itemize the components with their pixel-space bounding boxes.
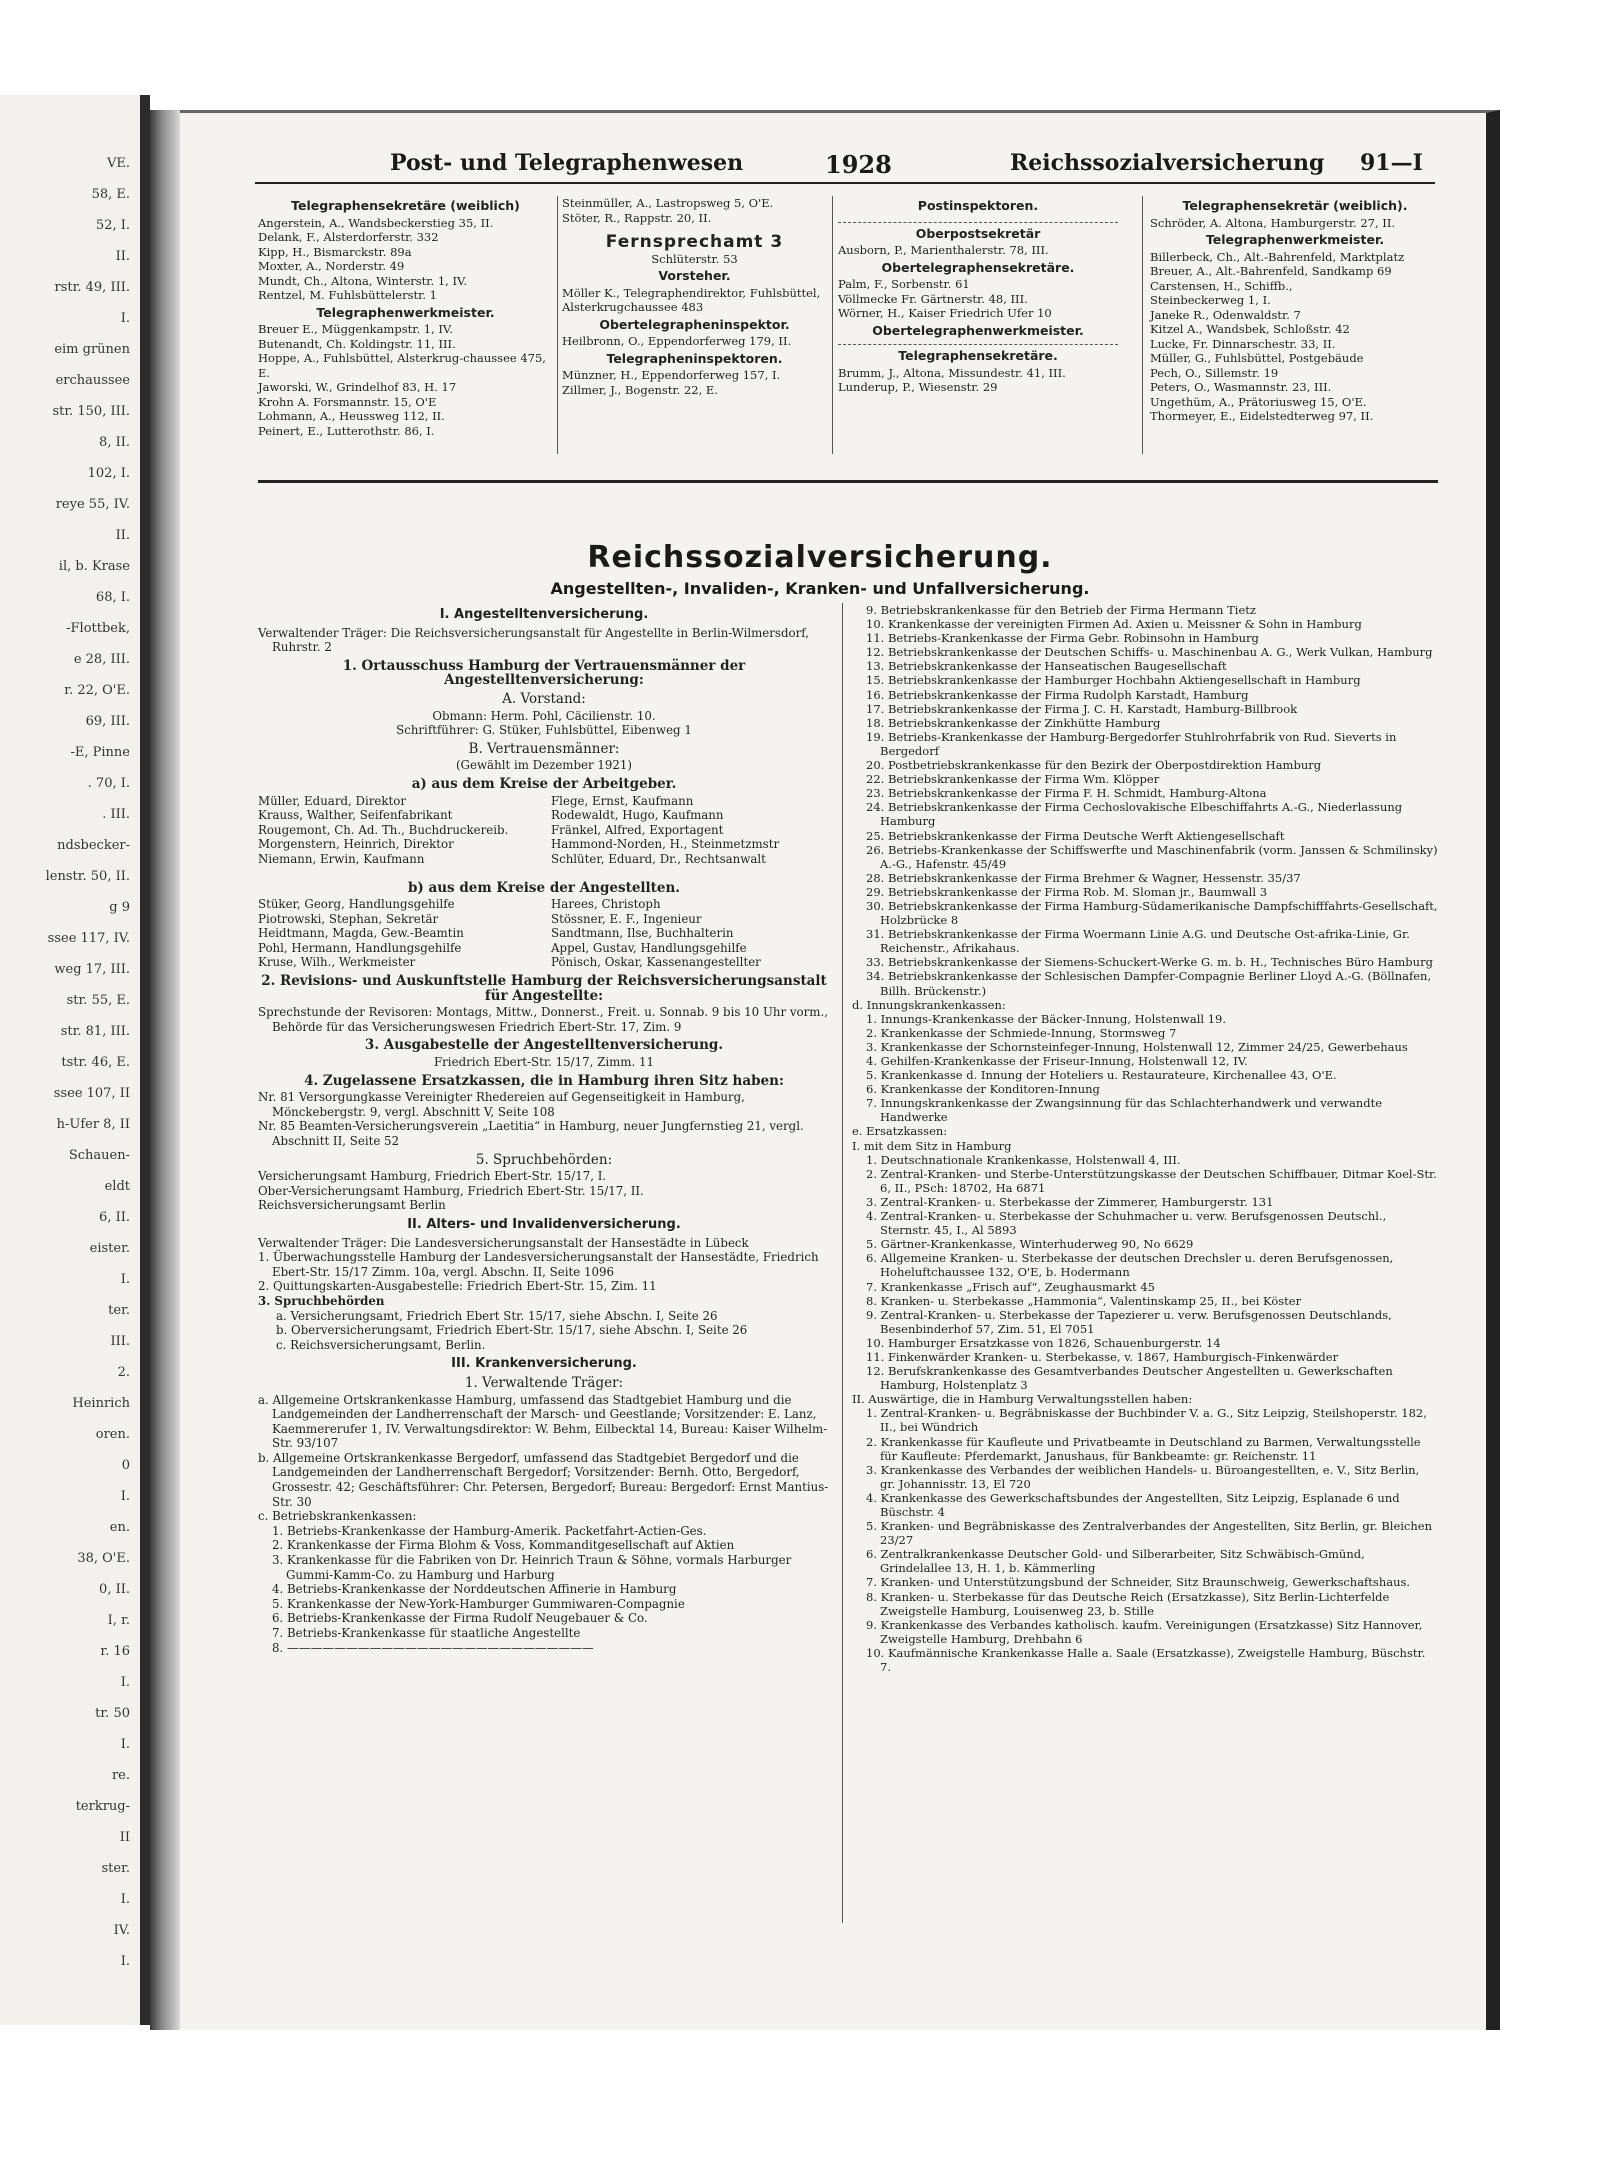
margin-fragment: I.	[120, 1272, 130, 1287]
list-item: 33. Betriebskrankenkasse der Siemens-Schuckert-Werke G. m. b. H., Technisches Büro Hamburg	[866, 955, 1433, 970]
paragraph: b. Allgemeine Ortskrankenkasse Bergedorf, umfassend das Stadtgebiet Bergedorf und die Landgemeinden der Landherrenschaft Bergedorf; Vorsitzender: Bernh. Otto, Bergedorf, Grossestr. 42; Geschäftsführer: Chr. Petersen, Bergedorf; Bureau: Bergedorf: Ernst Mantius-Str. 30	[258, 1450, 829, 1509]
entry-list	[551, 897, 830, 970]
paragraph: 1. Überwachungsstelle Hamburg der Landesversicherungsanstalt der Hansestädte, Friedrich Ebert-Str. 15/17 Zimm. 10a, vergl. Abschn. II, Seite 1096	[258, 1250, 819, 1279]
list-item: a. Versicherungsamt, Friedrich Ebert Str. 15/17, siehe Abschn. I, Seite 26	[276, 1308, 718, 1323]
list-item: 25. Betriebskrankenkasse der Firma Deutsche Werft Aktiengesellschaft	[866, 828, 1285, 843]
heading: Vorsteher.	[658, 268, 731, 283]
subheading: d. Innungskrankenkassen:	[852, 997, 1006, 1012]
margin-fragment: oren.	[95, 1427, 130, 1442]
list-item: 26. Betriebs-Krankenkasse der Schiffswerfte und Maschinenfabrik (vorm. Janssen & Schmilinsky) A.-G., Hafenstr. 45/49	[866, 842, 1438, 871]
entry-list	[258, 1524, 830, 1655]
lower-left-column	[258, 603, 830, 1655]
column-divider	[1142, 196, 1143, 454]
section-heading: I. Angestelltenversicherung.	[439, 607, 649, 622]
list-item: Piotrowski, Stephan, Sekretär	[258, 911, 439, 926]
list-item: 1. Deutschnationale Krankenkasse, Holstenwall 4, III.	[866, 1152, 1181, 1167]
line: (Gewählt im Dezember 1921)	[455, 758, 633, 773]
list-item: 5. Kranken- und Begräbniskasse des Zentralverbandes der Angestellten, Sitz Berlin, gr. Bleichen 23/27	[866, 1519, 1432, 1548]
list-item: Hammond-Norden, H., Steinmetzmstr	[551, 837, 780, 852]
list-item: 7. Kranken- und Unterstützungsbund der Schneider, Sitz Braunschweig, Gewerkschaftshaus.	[866, 1575, 1411, 1590]
paragraph: a. Allgemeine Ortskrankenkasse Hamburg, umfassend das Stadtgebiet Hamburg und die Landgemeinden der Landherrenschaft der Marsch- und Geestlande; Vorsitzender: E. Lanz, Kaemmererufer 1, IV. Verwaltungsdirektor: W. Behm, Eilbecktal 14, Bureau: Kaiser Wilhelm-Str. 93/107	[258, 1392, 828, 1451]
list-item: Müller, G., Fuhlsbüttel, Postgebäude	[1150, 351, 1364, 365]
margin-fragment: Heinrich	[72, 1396, 130, 1411]
list-item: 4. Gehilfen-Krankenkasse der Friseur-Innung, Holstenwall 12, IV.	[866, 1054, 1248, 1068]
book-fold	[150, 110, 180, 2030]
margin-fragment: lenstr. 50, II.	[45, 869, 130, 884]
list-item: Ungethüm, A., Prätoriusweg 15, O'E.	[1150, 394, 1367, 409]
list-item: 16. Betriebskrankenkasse der Firma Rudolph Karstadt, Hamburg	[866, 687, 1249, 702]
list-item: Stöter, R., Rappstr. 20, II.	[562, 210, 712, 225]
list-item: Angerstein, A., Wandsbeckerstieg 35, II.	[258, 215, 494, 230]
paragraph: Nr. 81 Versorgungkasse Vereinigter Rhedereien auf Gegenseitigkeit in Hamburg, Mönckebergstr. 9, vergl. Abschnitt V, Seite 108	[258, 1090, 745, 1119]
list-item: 15. Betriebskrankenkasse der Hamburger Hochbahn Aktiengesellschaft in Hamburg	[866, 673, 1361, 688]
margin-fragment: . 70, I.	[87, 776, 130, 791]
entry-list	[258, 897, 537, 970]
list-item: Heidtmann, Magda, Gew.-Beamtin	[258, 926, 464, 941]
margin-fragment: re.	[111, 1768, 130, 1783]
entry-list	[852, 603, 1438, 998]
margin-fragment: eim grünen	[54, 342, 130, 357]
top-column-2	[562, 196, 827, 397]
subheading: A. Vorstand:	[502, 690, 586, 707]
margin-fragment: h-Ufer 8, II	[56, 1117, 130, 1132]
list-item: 6. Betriebs-Krankenkasse der Firma Rudolf Neugebauer & Co.	[272, 1611, 648, 1626]
header-year: 1928	[825, 150, 892, 179]
entry-list	[258, 216, 553, 303]
entry-list	[562, 368, 827, 397]
paragraph: Sprechstunde der Revisoren: Montags, Mittw., Donnerst., Freit. u. Sonnab. 9 bis 10 Uhr vorm., Behörde für das Versicherungswesen Friedrich Ebert-Str. 17, Zim. 9	[258, 1005, 828, 1034]
list-item: Jaworski, W., Grindelhof 83, H. 17	[258, 380, 457, 394]
paragraph: Verwaltender Träger: Die Landesversicherungsanstalt der Hansestädte in Lübeck	[258, 1235, 749, 1250]
margin-fragment: 6, II.	[99, 1210, 130, 1225]
list-item: 20. Postbetriebskrankenkasse für den Bezirk der Oberpostdirektion Hamburg	[866, 758, 1322, 773]
list-item: 3. Krankenkasse des Verbandes der weiblichen Handels- u. Büroangestellten, e. V., Sitz Berlin, gr. Johannisstr. 13, El 720	[866, 1462, 1420, 1491]
list-item: 31. Betriebskrankenkasse der Firma Woermann Linie A.G. und Deutsche Ost-afrika-Linie, Gr. Reichenstr., Afrikahaus.	[866, 927, 1410, 956]
list-item: 5. Krankenkasse der New-York-Hamburger Gummiwaren-Compagnie	[272, 1596, 685, 1611]
margin-fragment: 68, I.	[95, 590, 130, 605]
list-item: Appel, Gustav, Handlungsgehilfe	[551, 940, 747, 955]
margin-fragment: weg 17, III.	[54, 962, 130, 977]
list-item: Breuer, A., Alt.-Bahrenfeld, Sandkamp 69	[1150, 264, 1392, 278]
list-item: Hoppe, A., Fuhlsbüttel, Alsterkrug-chaussee 475, E.	[258, 351, 546, 380]
subheading: 1. Verwaltende Träger:	[464, 1374, 624, 1391]
heading-fernsprechamt: Fernsprechamt 3	[605, 232, 784, 252]
list-item: 4. Betriebs-Krankenkasse der Norddeutschen Affinerie in Hamburg	[272, 1582, 677, 1597]
two-column-list	[258, 794, 830, 867]
margin-fragment: Schauen-	[68, 1148, 130, 1163]
section-rule	[258, 480, 1438, 483]
list-item: 1. Zentral-Kranken- u. Begräbniskasse der Buchbinder V. a. G., Sitz Leipzig, Steilshoperstr. 182, II., bei Wündrich	[866, 1406, 1427, 1435]
list-item: Breuer E., Müggenkampstr. 1, IV.	[258, 322, 453, 336]
paragraph: 3. Spruchbehörden	[258, 1293, 385, 1308]
list-item: 6. Zentralkrankenkasse Deutscher Gold- und Silberarbeiter, Sitz Schwäbisch-Gmünd, Grindelallee 13, H. 1, b. Kämmerling	[866, 1547, 1365, 1576]
list-item: 24. Betriebskrankenkasse der Firma Cechoslovakische Elbeschiffahrts A.-G., Niederlassung Hamburg	[866, 800, 1403, 829]
entry-list	[258, 1309, 830, 1353]
list-item: Pönisch, Oskar, Kassenangestellter	[551, 955, 761, 970]
margin-fragment: . III.	[102, 807, 130, 822]
section-heading: III. Krankenversicherung.	[451, 1356, 637, 1372]
list-item: Moxter, A., Norderstr. 49	[258, 259, 405, 273]
subheading: a) aus dem Kreise der Arbeitgeber.	[411, 775, 677, 792]
list-item: 10. Krankenkasse der vereinigten Firmen Ad. Axien u. Meissner & Sohn in Hamburg	[866, 617, 1362, 632]
margin-fragment: I.	[120, 1737, 130, 1752]
list-item: 1. Innungs-Krankenkasse der Bäcker-Innung, Holstenwall 19.	[866, 1011, 1226, 1026]
margin-fragment: I.	[120, 311, 130, 326]
list-item: Steinbeckerweg 1, I.	[1150, 293, 1271, 307]
list-item: Versicherungsamt Hamburg, Friedrich Ebert-Str. 15/17, I.	[258, 1169, 607, 1184]
list-item: Lucke, Fr. Dinnarschestr. 33, II.	[1150, 336, 1336, 351]
margin-fragment: reye 55, IV.	[55, 497, 130, 512]
address: Schlüterstr. 53	[651, 251, 738, 266]
margin-fragment: I.	[120, 1954, 130, 1969]
list-item: Kipp, H., Bismarckstr. 89a	[258, 244, 412, 259]
main-title: Reichssozialversicherung.	[587, 540, 1053, 575]
page-header	[210, 150, 1450, 190]
list-item: 30. Betriebskrankenkasse der Firma Hamburg-Südamerikanische Dampfschifffahrts-Gesellschaft, Holzbrücke 8	[866, 898, 1438, 928]
list-item: 10. Kaufmännische Krankenkasse Halle a. Saale (Ersatzkasse), Zweigstelle Hamburg, Büschstr. 7.	[866, 1645, 1426, 1675]
list-item: 17. Betriebskrankenkasse der Firma J. C. H. Karstadt, Hamburg-Billbrook	[866, 701, 1298, 716]
entry-list	[562, 196, 827, 225]
margin-fragment: str. 55, E.	[66, 993, 130, 1008]
list-item: Rentzel, M. Fuhlsbüttelerstr. 1	[258, 288, 437, 302]
dashed-rule	[838, 222, 1118, 223]
margin-fragment: g 9	[109, 900, 130, 915]
column-divider	[557, 196, 558, 454]
list-item: 7. Betriebs-Krankenkasse für staatliche Angestellte	[272, 1626, 581, 1640]
heading: Telegraphensekretäre (weiblich)	[291, 198, 520, 213]
list-item: Brumm, J., Altona, Missundestr. 41, III.	[838, 365, 1066, 380]
paragraph: Verwaltender Träger: Die Reichsversicherungsanstalt für Angestellte in Berlin-Wilmersdorf, Ruhrstr. 2	[258, 625, 809, 655]
list-item: 5. Krankenkasse d. Innung der Hoteliers u. Restaurateure, Kirchenallee 43, O'E.	[866, 1068, 1337, 1083]
entry-list	[258, 1169, 830, 1213]
list-item: Morgenstern, Heinrich, Direktor	[258, 837, 454, 852]
list-item: 11. Finkenwärder Kranken- u. Sterbekasse, v. 1867, Hamburgisch-Finkenwärder	[866, 1349, 1339, 1364]
list-item: 34. Betriebskrankenkasse der Schlesischen Dampfer-Compagnie Berliner Lloyd A.-G. (Böllnafen, Billh. Brückenstr.)	[866, 969, 1432, 998]
paragraph: Nr. 85 Beamten-Versicherungsverein „Laetitia“ in Hamburg, neuer Jungfernstieg 21, vergl. Abschnitt II, Seite 52	[258, 1119, 804, 1148]
list-item: Palm, F., Sorbenstr. 61	[838, 277, 970, 291]
margin-fragment: II.	[115, 528, 130, 543]
two-column-list	[258, 897, 830, 970]
entry-list	[838, 366, 1118, 395]
left-page-fragment	[0, 95, 150, 2025]
margin-fragment: str. 81, III.	[60, 1024, 130, 1039]
list-item: 8. Kranken- u. Sterbekasse für das Deutsche Reich (Ersatzkasse), Sitz Berlin-Lichterfelde Zweigstelle Hamburg, Louisenweg 23, b. Stille	[866, 1589, 1390, 1618]
margin-fragment: 0	[121, 1458, 130, 1473]
header-page-number: 91—I	[1360, 150, 1423, 176]
subheading: 4. Zugelassene Ersatzkassen, die in Hamburg ihren Sitz haben:	[304, 1072, 784, 1089]
margin-fragment: en.	[109, 1520, 130, 1535]
entry-list	[562, 286, 827, 315]
top-column-4	[1150, 196, 1440, 424]
margin-fragment: r. 16	[100, 1644, 130, 1659]
list-item: Krohn A. Forsmannstr. 15, O'E	[258, 394, 437, 409]
list-item: 23. Betriebskrankenkasse der Firma F. H. Schmidt, Hamburg-Altona	[866, 786, 1267, 801]
list-item: Peinert, E., Lutterothstr. 86, I.	[258, 423, 435, 438]
list-item: b. Oberversicherungsamt, Friedrich Ebert-Str. 15/17, siehe Abschn. I, Seite 26	[276, 1323, 748, 1338]
line: Friedrich Ebert-Str. 15/17, Zimm. 11	[433, 1055, 655, 1070]
margin-fragment: I.	[120, 1892, 130, 1907]
margin-fragment: VE.	[106, 156, 130, 171]
list-item: Niemann, Erwin, Kaufmann	[258, 851, 425, 866]
list-item: Wörner, H., Kaiser Friedrich Ufer 10	[838, 306, 1052, 320]
list-item: 6. Krankenkasse der Konditoren-Innung	[866, 1082, 1100, 1097]
margin-fragment: 52, I.	[95, 218, 130, 233]
entry-list	[562, 334, 827, 349]
column-divider	[832, 196, 833, 454]
list-item: Stüker, Georg, Handlungsgehilfe	[258, 897, 455, 912]
list-item: 18. Betriebskrankenkasse der Zinkhütte Hamburg	[866, 715, 1161, 730]
entry-list	[1150, 216, 1440, 231]
list-item: 7. Innungskrankenkasse der Zwangsinnung für das Schlachterhandwerk und verwandte Handwerke	[866, 1096, 1383, 1125]
margin-fragment: erchaussee	[55, 373, 130, 388]
list-item: 9. Betriebskrankenkasse für den Betrieb der Firma Hermann Tietz	[866, 603, 1256, 617]
margin-fragment: 102, I.	[87, 466, 130, 481]
list-item: 3. Zentral-Kranken- u. Sterbekasse der Zimmerer, Hamburgerstr. 131	[866, 1194, 1274, 1209]
paragraph: c. Betriebskrankenkassen:	[258, 1509, 417, 1524]
list-item: 7. Krankenkasse „Frisch auf“, Zeughausmarkt 45	[866, 1279, 1155, 1294]
list-item: Zillmer, J., Bogenstr. 22, E.	[562, 382, 718, 397]
heading: Telegraphenwerkmeister.	[316, 304, 495, 320]
section-title	[400, 540, 1240, 598]
list-item: Pohl, Hermann, Handlungsgehilfe	[258, 940, 462, 955]
list-item: Butenandt, Ch. Koldingstr. 11, III.	[258, 336, 456, 351]
header-center: Reichssozialversicherung	[1010, 150, 1325, 176]
margin-fragment: eister.	[89, 1241, 130, 1256]
margin-fragment: terkrug-	[75, 1799, 130, 1814]
heading: Obertelegrapheninspektor.	[599, 316, 790, 332]
margin-fragment: rstr. 49, III.	[54, 280, 130, 295]
margin-fragment: ter.	[108, 1303, 130, 1318]
paragraph: 2. Quittungskarten-Ausgabestelle: Friedrich Ebert-Str. 15, Zim. 11	[258, 1279, 657, 1294]
subheading: 1. Ortausschuss Hamburg der Vertrauensmänner der Angestelltenversicherung:	[342, 657, 746, 689]
heading: Telegraphenwerkmeister.	[1205, 232, 1385, 247]
margin-fragment: 69, III.	[85, 714, 130, 729]
margin-fragment: II	[119, 1830, 130, 1845]
list-item: Billerbeck, Ch., Alt.-Bahrenfeld, Marktplatz	[1150, 249, 1405, 264]
section-heading: II. Alters- und Invalidenversicherung.	[407, 1216, 681, 1232]
margin-fragment: ndsbecker-	[57, 838, 130, 853]
list-item: 4. Krankenkasse des Gewerkschaftsbundes der Angestellten, Sitz Leipzig, Esplanade 6 und Büschstr. 4	[866, 1490, 1400, 1519]
list-item: 8. ——————————————————————————	[272, 1640, 594, 1655]
list-item: Lohmann, A., Heussweg 112, II.	[258, 409, 445, 423]
list-item: Schlüter, Eduard, Dr., Rechtsanwalt	[551, 851, 766, 866]
subheading: 3. Ausgabestelle der Angestelltenversicherung.	[364, 1037, 724, 1054]
subheading: II. Auswärtige, die in Hamburg Verwaltungsstellen haben:	[852, 1392, 1193, 1407]
dashed-rule	[838, 344, 1118, 345]
list-item: 3. Krankenkasse für die Fabriken von Dr. Heinrich Traun & Söhne, vormals Harburger Gummi-Kamm-Co. zu Hamburg und Harburg	[272, 1553, 792, 1582]
margin-fragment: I.	[120, 1489, 130, 1504]
list-item: 8. Kranken- u. Sterbekasse „Hammonia“, Valentinskamp 25, II., bei Köster	[866, 1293, 1302, 1308]
heading: Telegrapheninspektoren.	[606, 350, 783, 366]
heading: Postinspektoren.	[917, 198, 1039, 213]
subheading: I. mit dem Sitz in Hamburg	[852, 1138, 1012, 1153]
list-item: c. Reichsversicherungsamt, Berlin.	[276, 1337, 486, 1352]
line: Schriftführer: G. Stüker, Fuhlsbüttel, Eibenweg 1	[396, 723, 692, 738]
subheading: 2. Revisions- und Auskunftstelle Hamburg der Reichsversicherungsanstalt für Angestellte:	[261, 973, 827, 1004]
list-item: Carstensen, H., Schiffb.,	[1150, 278, 1293, 293]
margin-fragment: e 28, III.	[73, 652, 130, 667]
list-item: Münzner, H., Eppendorferweg 157, I.	[562, 368, 781, 382]
list-item: Krauss, Walther, Seifenfabrikant	[258, 808, 453, 823]
entry-list	[852, 1012, 1438, 1125]
margin-fragment: ster.	[101, 1861, 130, 1876]
entry-list	[852, 1153, 1438, 1393]
list-item: 13. Betriebskrankenkasse der Hanseatischen Baugesellschaft	[866, 659, 1227, 674]
entry-list	[1150, 250, 1440, 424]
entry-list	[838, 277, 1118, 321]
list-item: 5. Gärtner-Krankenkasse, Winterhuderweg 90, No 6629	[866, 1237, 1194, 1252]
margin-fragment: 0, II.	[99, 1582, 130, 1597]
margin-fragment: ssee 107, II	[53, 1086, 130, 1101]
list-item: Pech, O., Sillemstr. 19	[1150, 365, 1279, 380]
margin-fragment: tstr. 46, E.	[61, 1055, 130, 1070]
list-item: 22. Betriebskrankenkasse der Firma Wm. Klöpper	[866, 772, 1160, 787]
list-item: Reichsversicherungsamt Berlin	[258, 1198, 446, 1213]
entry-list	[838, 243, 1118, 258]
line: Obmann: Herm. Pohl, Cäcilienstr. 10.	[432, 708, 656, 723]
left-margin-text	[0, 155, 130, 1984]
list-item: 2. Krankenkasse der Schmiede-Innung, Stormsweg 7	[866, 1025, 1177, 1040]
entry-list	[258, 794, 537, 867]
list-item: 3. Krankenkasse der Schornsteinfeger-Innung, Holstenwall 12, Zimmer 24/25, Gewerbehaus	[866, 1039, 1408, 1054]
subheading: B. Vertrauensmänner:	[468, 740, 620, 757]
list-item: Steinmüller, A., Lastropsweg 5, O'E.	[562, 196, 774, 210]
margin-fragment: -E, Pinne	[70, 745, 130, 760]
list-item: Rodewaldt, Hugo, Kaufmann	[551, 808, 724, 823]
margin-fragment: str. 150, III.	[52, 404, 130, 419]
margin-fragment: 58, E.	[91, 187, 130, 202]
heading: Telegraphensekretäre.	[898, 348, 1058, 363]
heading: Telegraphensekretär (weiblich).	[1182, 198, 1408, 213]
margin-fragment: I, r.	[107, 1613, 130, 1628]
list-item: 9. Krankenkasse des Verbandes katholisch. kaufm. Vereinigungen (Ersatzkasse) Sitz Hannover, Zweigstelle Hamburg, Drehbahn 6	[866, 1617, 1423, 1646]
list-item: 2. Krankenkasse für Kaufleute und Privatbeamte in Deutschland zu Barmen, Verwaltungsstelle für Kaufleute: Pferdemarkt, Janushaus, für Bankbeamte: gr. Reichenstr. 11	[866, 1434, 1421, 1463]
margin-fragment: il, b. Krase	[58, 559, 130, 574]
list-item: 1. Betriebs-Krankenkasse der Hamburg-Amerik. Packetfahrt-Actien-Ges.	[272, 1523, 707, 1538]
list-item: Kitzel A., Wandsbek, Schloßstr. 42	[1150, 322, 1350, 336]
list-item: 10. Hamburger Ersatzkasse von 1826, Schauenburgerstr. 14	[866, 1335, 1221, 1350]
list-item: Heilbronn, O., Eppendorferweg 179, II.	[562, 334, 792, 348]
list-item: Müller, Eduard, Direktor	[258, 793, 407, 808]
list-item: Thormeyer, E., Eidelstedterweg 97, II.	[1150, 409, 1374, 423]
heading: Oberpostsekretär	[915, 225, 1041, 241]
list-item: Peters, O., Wasmannstr. 23, III.	[1150, 380, 1332, 394]
heading: Obertelegraphensekretäre.	[881, 259, 1075, 275]
margin-fragment: -Flottbek,	[66, 621, 130, 636]
list-item: Harees, Christoph	[551, 897, 661, 912]
list-item: Schröder, A. Altona, Hamburgerstr. 27, II.	[1150, 215, 1396, 230]
column-divider	[842, 603, 843, 1923]
list-item: Stössner, E. F., Ingenieur	[551, 911, 702, 926]
subheading: 5. Spruchbehörden:	[475, 1151, 613, 1168]
entry-list	[551, 794, 830, 867]
list-item: 11. Betriebs-Krankenkasse der Firma Gebr. Robinsohn in Hamburg	[866, 631, 1259, 646]
list-item: Fränkel, Alfred, Exportagent	[551, 822, 724, 837]
margin-fragment: IV.	[113, 1923, 130, 1938]
list-item: Ausborn, P., Marienthalerstr. 78, III.	[838, 243, 1049, 257]
list-item: 28. Betriebskrankenkasse der Firma Brehmer & Wagner, Hessenstr. 35/37	[866, 870, 1301, 885]
list-item: 19. Betriebs-Krankenkasse der Hamburg-Bergedorfer Stuhlrohrfabrik von Rud. Sieverts in Bergedorf	[866, 729, 1397, 758]
list-item: Völlmecke Fr. Gärtnerstr. 48, III.	[838, 291, 1028, 306]
top-column-3	[838, 196, 1118, 395]
list-item: Sandtmann, Ilse, Buchhalterin	[551, 926, 734, 941]
margin-fragment: ssee 117, IV.	[47, 931, 130, 946]
margin-fragment: 8, II.	[99, 435, 130, 450]
heading: Obertelegraphenwerkmeister.	[872, 322, 1084, 338]
list-item: 6. Allgemeine Kranken- u. Sterbekasse der deutschen Drechsler u. deren Berufsgenossen, Hoheluftchaussee 132, O'E, b. Hodermann	[866, 1251, 1394, 1280]
list-item: Mundt, Ch., Altona, Winterstr. 1, IV.	[258, 273, 467, 288]
margin-fragment: II.	[115, 249, 130, 264]
list-item: Ober-Versicherungsamt Hamburg, Friedrich Ebert-Str. 15/17, II.	[258, 1183, 644, 1198]
page-edge	[140, 95, 150, 2025]
entry-list	[258, 322, 553, 438]
entry-list	[852, 1406, 1438, 1674]
subheading: e. Ersatzkassen:	[852, 1124, 948, 1139]
top-column-1	[258, 196, 553, 438]
margin-fragment: eldt	[104, 1179, 130, 1194]
list-item: Kruse, Wilh., Werkmeister	[258, 955, 416, 970]
margin-fragment: III.	[110, 1334, 130, 1349]
subheading: b) aus dem Kreise der Angestellten.	[407, 879, 681, 896]
list-item: Flege, Ernst, Kaufmann	[551, 793, 694, 808]
list-item: Rougemont, Ch. Ad. Th., Buchdruckereib.	[258, 822, 509, 837]
list-item: 29. Betriebskrankenkasse der Firma Rob. M. Sloman jr., Baumwall 3	[866, 884, 1268, 899]
list-item: Lunderup, P., Wiesenstr. 29	[838, 380, 998, 394]
margin-fragment: 38, O'E.	[77, 1551, 130, 1566]
margin-fragment: I.	[120, 1675, 130, 1690]
lower-right-column	[852, 603, 1438, 1674]
list-item: Möller K., Telegraphendirektor, Fuhlsbüttel, Alsterkrugchaussee 483	[562, 285, 821, 314]
list-item: 12. Berufskrankenkasse des Gesamtverbandes Deutscher Angestellten u. Gewerkschaften Hamburg, Holstenplatz 3	[866, 1364, 1393, 1393]
margin-fragment: 2.	[117, 1365, 130, 1380]
list-item: 9. Zentral-Kranken- u. Sterbekasse der Tapezierer u. verw. Berufsgenossen Deutschlands, Besenbinderhof 57, Zim. 51, El 7051	[866, 1307, 1392, 1336]
header-left: Post- und Telegraphenwesen	[390, 150, 744, 176]
subtitle: Angestellten-, Invaliden-, Kranken- und Unfallversicherung.	[550, 579, 1090, 598]
header-rule	[255, 182, 1435, 184]
list-item: 2. Krankenkasse der Firma Blohm & Voss, Kommanditgesellschaft auf Aktien	[272, 1538, 735, 1553]
list-item: 12. Betriebskrankenkasse der Deutschen Schiffs- u. Maschinenbau A. G., Werk Vulkan, Hamburg	[866, 645, 1433, 660]
list-item: Janeke R., Odenwaldstr. 7	[1150, 307, 1301, 322]
list-item: 2. Zentral-Kranken- und Sterbe-Unterstützungskasse der Deutschen Schiffbauer, Ditmar Koel-Str. 6, II., PSch: 18702, Ha 6871	[866, 1166, 1437, 1195]
list-item: 4. Zentral-Kranken- u. Sterbekasse der Schuhmacher u. verw. Berufsgenossen Deutschl., Sternstr. 45, I., Al 5893	[866, 1209, 1387, 1238]
margin-fragment: r. 22, O'E.	[64, 683, 130, 698]
margin-fragment: tr. 50	[95, 1706, 130, 1721]
list-item: Delank, F., Alsterdorferstr. 332	[258, 230, 439, 244]
